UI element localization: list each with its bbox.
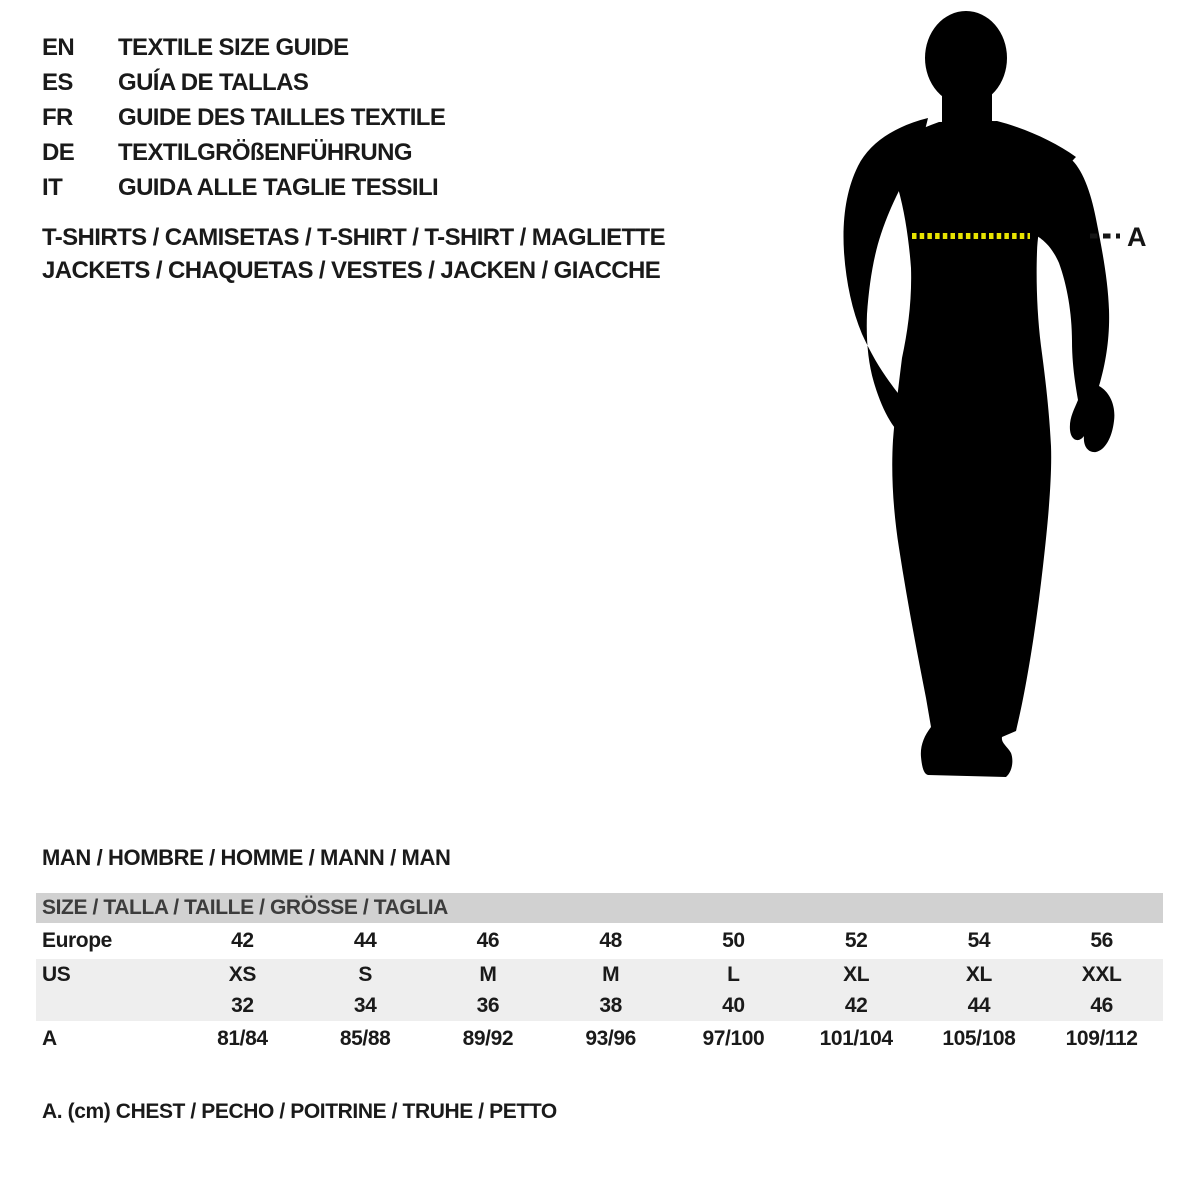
cell-value: 56 <box>1090 929 1113 952</box>
size-table-header: SIZE / TALLA / TAILLE / GRÖSSE / TAGLIA <box>36 893 1163 923</box>
language-row-es <box>42 65 445 100</box>
section-title-man: MAN / HOMBRE / HOMME / MANN / MAN <box>42 845 451 870</box>
cell-value: 85/88 <box>339 1027 391 1050</box>
cell-value: 101/104 <box>819 1027 893 1050</box>
size-table <box>36 893 1163 1055</box>
language-code: EN <box>42 33 75 61</box>
language-code: IT <box>42 173 63 201</box>
cell-value: XS <box>228 962 256 986</box>
language-row-en <box>42 30 445 65</box>
cell-value: 89/92 <box>462 1027 514 1050</box>
cell-value: 32 <box>231 993 254 1017</box>
language-code: ES <box>42 68 73 96</box>
cell-value: 42 <box>844 993 868 1017</box>
cell-value: 42 <box>231 929 254 952</box>
cell-value: 109/112 <box>1065 1027 1138 1050</box>
language-row-de <box>42 135 445 170</box>
man-silhouette-svg <box>820 0 1200 800</box>
cell-value: XL <box>843 962 870 986</box>
cell-value: 54 <box>967 929 991 952</box>
language-row-it <box>42 170 445 205</box>
cell-value: XXL <box>1081 962 1122 986</box>
cell-value: 44 <box>967 993 991 1017</box>
table-row-chest-a <box>36 1023 1163 1055</box>
cell-value: 52 <box>844 929 868 952</box>
cell-value: L <box>727 962 740 986</box>
cell-value: 46 <box>1090 993 1113 1017</box>
cell-value: 38 <box>599 993 622 1017</box>
table-row-alt-sizes <box>36 990 1163 1021</box>
table-row-europe <box>36 925 1163 957</box>
cell-value: 46 <box>476 929 500 952</box>
language-label: GUÍA DE TALLAS <box>118 68 309 96</box>
language-label: TEXTILE SIZE GUIDE <box>118 33 349 61</box>
language-label: GUIDA ALLE TAGLIE TESSILI <box>118 173 439 201</box>
cell-value: 50 <box>722 929 745 952</box>
language-code: FR <box>42 103 73 131</box>
cell-value: 48 <box>599 929 622 952</box>
cell-value: 97/100 <box>702 1027 765 1050</box>
row-label: US <box>42 962 71 986</box>
cell-value: M <box>602 962 620 986</box>
language-code: DE <box>42 138 75 166</box>
cell-value: 34 <box>353 993 377 1017</box>
language-list <box>42 30 445 205</box>
row-label: Europe <box>42 929 112 952</box>
cell-value: 93/96 <box>585 1027 636 1050</box>
measurement-footnote: A. (cm) CHEST / PECHO / POITRINE / TRUHE / PETTO <box>42 1100 557 1123</box>
language-row-fr <box>42 100 445 135</box>
product-category-block <box>42 221 665 287</box>
table-row-us <box>36 959 1163 990</box>
cell-value: 81/84 <box>217 1027 268 1050</box>
language-label: GUIDE DES TAILLES TEXTILE <box>118 103 446 131</box>
measurement-marker-label: A <box>1127 222 1147 252</box>
language-label: TEXTILGRÖßENFÜHRUNG <box>118 138 412 166</box>
cell-value: 40 <box>722 993 745 1017</box>
cell-value: 36 <box>476 993 500 1017</box>
row-label: A <box>42 1027 57 1050</box>
cell-value: S <box>358 962 372 986</box>
cell-value: M <box>479 962 497 986</box>
product-line-jackets: JACKETS / CHAQUETAS / VESTES / JACKEN / GIACCHE <box>42 257 661 284</box>
cell-value: 44 <box>353 929 377 952</box>
cell-value: XL <box>965 962 992 986</box>
product-line-tshirts: T-SHIRTS / CAMISETAS / T-SHIRT / T-SHIRT / MAGLIETTE <box>42 224 666 251</box>
man-silhouette-figure <box>820 0 1200 800</box>
cell-value: 105/108 <box>942 1027 1016 1050</box>
